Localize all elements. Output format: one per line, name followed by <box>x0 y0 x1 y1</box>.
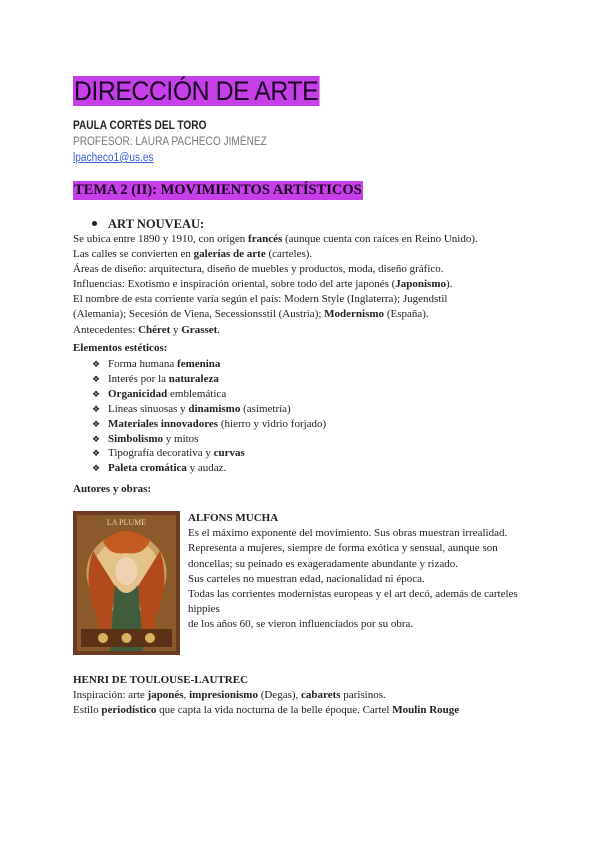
elements-title: Elementos estéticos: <box>73 342 168 354</box>
intro-line: (Alemania); Secesión de Viena, Secessionsstil (Austria); Modernismo (España). <box>73 308 429 321</box>
list-item: ❖ Organicidad emblemática <box>92 387 227 400</box>
intro-line: Influencias: Exotismo e inspiración oriental, sobre todo del arte japonés (Japonismo). <box>73 278 453 291</box>
diamond-bullet-icon: ❖ <box>92 403 101 414</box>
diamond-bullet-icon: ❖ <box>92 359 101 369</box>
diamond-bullet-icon: ❖ <box>92 463 101 474</box>
diamond-bullet-icon: ❖ <box>92 418 101 429</box>
toulouse-description <box>73 673 533 719</box>
diamond-bullet-icon: ❖ <box>92 388 101 399</box>
mucha-text: Todas las corrientes modernistas europeas y el art decó, además de carteles hippies <box>188 588 518 616</box>
author-name: PAULA CORTÉS DEL TORO <box>73 120 207 132</box>
professor-name: PROFESOR: LAURA PACHECO JIMÉNEZ <box>73 136 267 148</box>
author-heading: ALFONS MUCHA <box>188 512 279 524</box>
intro-paragraph <box>73 232 533 338</box>
list-item: ❖ Líneas sinuosas y dinamismo (asimetría) <box>92 402 291 415</box>
authors-title: Autores y obras: <box>73 483 152 495</box>
toulouse-text: Inspiración: arte japonés, impresionismo (Degas), cabarets parisinos. <box>73 689 386 702</box>
section-title: TEMA 2 (II): MOVIMIENTOS ARTÍSTICOS <box>74 182 362 198</box>
intro-line: Se ubica entre 1890 y 1910, con origen francés (aunque cuenta con raíces en Reino Unido). <box>73 233 478 245</box>
document-title: DIRECCIÓN DE ARTE <box>73 76 319 106</box>
title-block <box>73 76 341 106</box>
list-item: ❖ Interés por la naturaleza <box>92 372 219 385</box>
elements-list <box>92 357 326 476</box>
author-heading: HENRI DE TOULOUSE-LAUTREC <box>73 674 249 686</box>
bullet-dot-icon <box>92 221 97 226</box>
intro-line: Áreas de diseño: arquitectura, diseño de muebles y productos, moda, diseño gráfico. <box>73 263 444 276</box>
list-item: ❖ Tipografía decorativa y curvas <box>92 447 245 460</box>
intro-line: Las calles se convierten en galerías de arte (carteles). <box>73 248 313 261</box>
toulouse-text: Estilo periodístico que capta la vida nocturna de la belle époque. Cartel Moulin Rouge <box>73 704 460 717</box>
mucha-text: Es el máximo exponente del movimiento. Sus obras muestran irrealidad. Representa a mujeres, siempre de forma exótica y sensual, aunque son doncellas; su peinado es exageradamente abundante y rizado. <box>188 527 508 570</box>
mucha-description <box>188 511 528 633</box>
list-item: ❖ Forma humana femenina <box>92 358 221 370</box>
heading-text: ART NOUVEAU: <box>108 217 205 231</box>
diamond-bullet-icon: ❖ <box>92 373 101 384</box>
mucha-text: Sus carteles no muestran edad, nacionalidad ni época. <box>188 572 425 585</box>
intro-line: Antecedentes: Chéret y Grasset. <box>73 323 221 336</box>
intro-line: El nombre de esta corriente varía según el país: Modern Style (Inglaterra); Jugendstil <box>73 293 448 306</box>
mucha-text: de los años 60, se vieron influenciados por su obra. <box>188 618 414 631</box>
diamond-bullet-icon: ❖ <box>92 433 101 444</box>
mucha-poster-image <box>73 511 180 655</box>
list-item: ❖ Simbolismo y mitos <box>92 432 199 445</box>
art-nouveau-heading <box>92 217 204 232</box>
list-item: ❖ Paleta cromática y audaz. <box>92 462 227 475</box>
diamond-bullet-icon: ❖ <box>92 448 101 459</box>
list-item: ❖ Materiales innovadores (hierro y vidrio forjado) <box>92 417 327 430</box>
poster-caption: LA PLUME <box>106 518 147 527</box>
email-link[interactable]: lpacheco1@us.es <box>73 152 154 164</box>
